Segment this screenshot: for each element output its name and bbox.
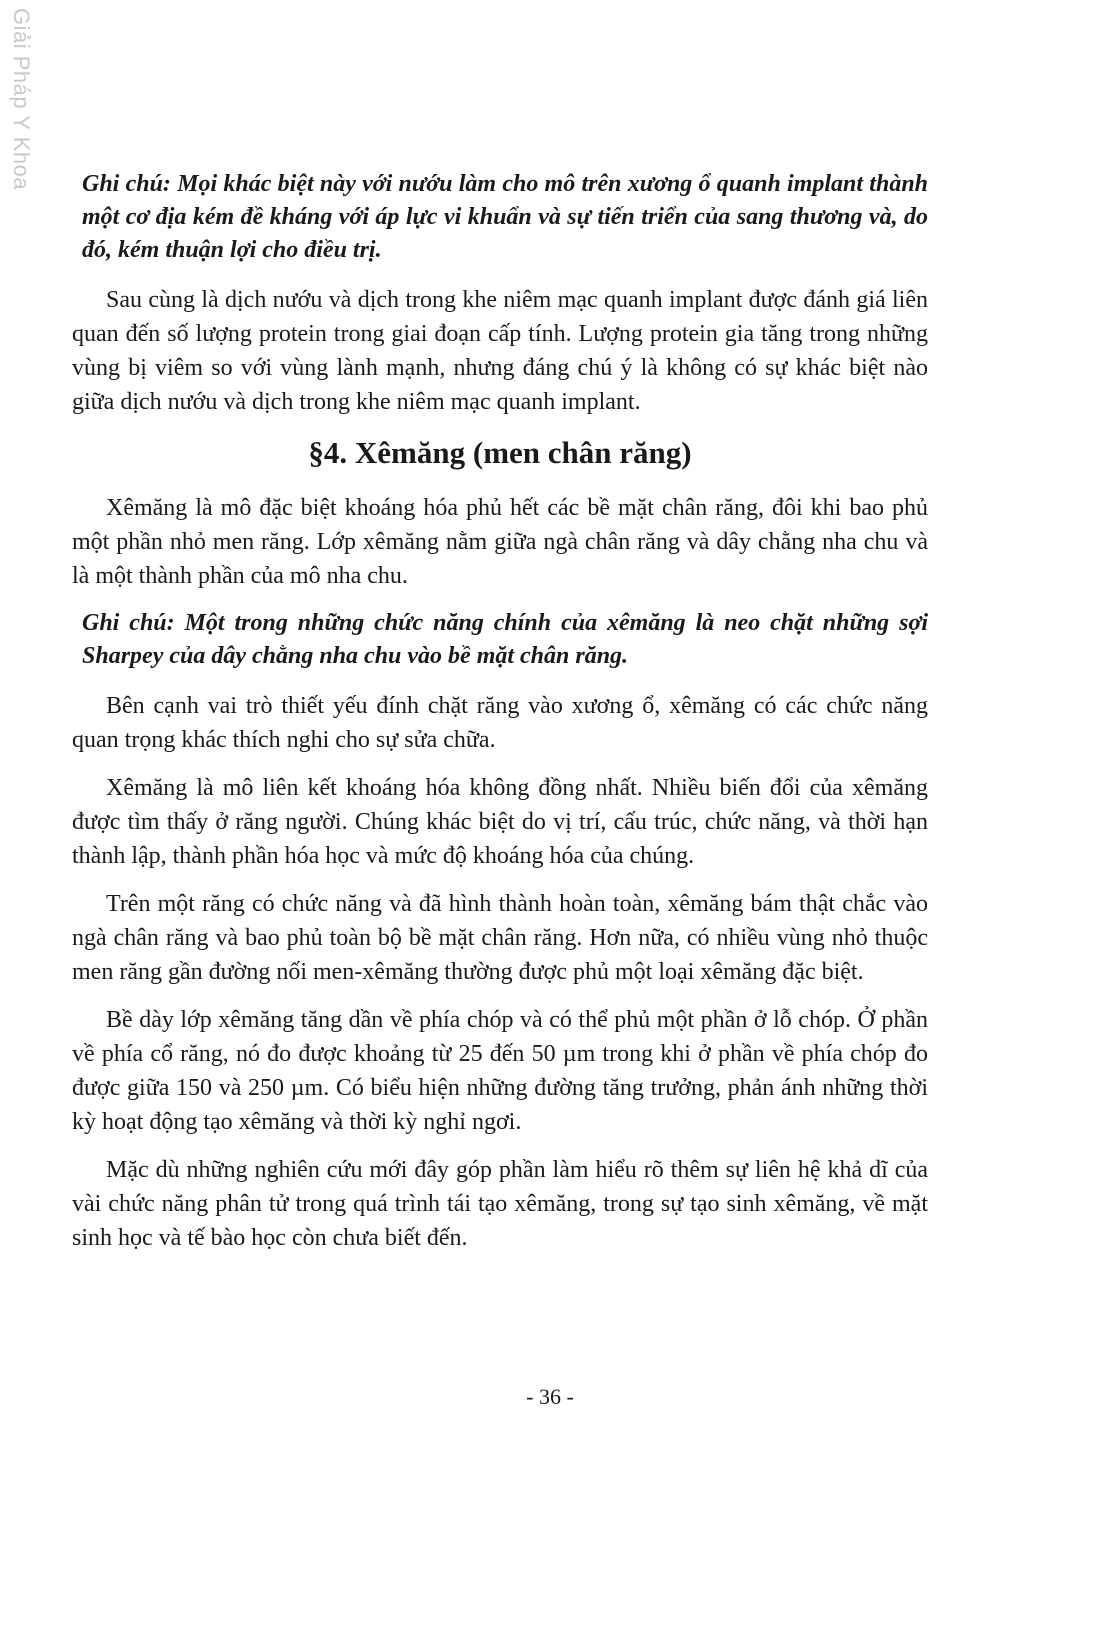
note-block — [72, 607, 928, 673]
note-text: Mọi khác biệt này với nướu làm cho mô trên xương ổ quanh implant thành một cơ địa kém đề kháng với áp lực vi khuẩn và sự tiến triển của sang thương và, do đó, kém thuận lợi cho điều trị. — [82, 171, 929, 263]
paragraph: Mặc dù những nghiên cứu mới đây góp phần làm hiểu rõ thêm sự liên hệ khả dĩ của vài chức năng phân tử trong quá trình tái tạo xêmăng, trong sự tạo sinh xêmăng, về mặt sinh học và tế bào học còn chưa biết đến. — [72, 1157, 928, 1251]
paragraph: Bề dày lớp xêmăng tăng dần về phía chóp và có thể phủ một phần ở lỗ chóp. Ở phần về phía cổ răng, nó đo được khoảng từ 25 đến 50 µm trong khi ở phần về phía chóp đo được giữa 150 và 250 µm. Có biểu hiện những đường tăng trưởng, phản ánh những thời kỳ hoạt động tạo xêmăng và thời kỳ nghỉ ngơi. — [72, 1007, 928, 1135]
paragraph: Xêmăng là mô liên kết khoáng hóa không đồng nhất. Nhiều biến đổi của xêmăng được tìm thấy ở răng người. Chúng khác biệt do vị trí, cấu trúc, chức năng, và thời hạn thành lập, thành phần hóa học và mức độ khoáng hóa của chúng. — [72, 775, 928, 869]
page-number: - 36 - — [526, 1384, 574, 1409]
paragraph: Sau cùng là dịch nướu và dịch trong khe niêm mạc quanh implant được đánh giá liên quan đến số lượng protein trong giai đoạn cấp tính. Lượng protein gia tăng trong những vùng bị viêm so với vùng lành mạnh, nhưng đáng chú ý là không có sự khác biệt nào giữa dịch nướu và dịch trong khe niêm mạc quanh implant. — [72, 287, 928, 415]
page-body — [72, 168, 928, 1269]
note-label: Ghi chú: — [82, 610, 175, 636]
section-heading: §4. Xêmăng (men chân răng) — [308, 435, 692, 470]
paragraph: Trên một răng có chức năng và đã hình thành hoàn toàn, xêmăng bám thật chắc vào ngà chân răng và bao phủ toàn bộ bề mặt chân răng. Hơn nữa, có nhiều vùng nhỏ thuộc men răng gần đường nối men-xêmăng thường được phủ một loại xêmăng đặc biệt. — [72, 891, 928, 985]
note-label: Ghi chú: — [82, 171, 171, 197]
watermark: Giải Pháp Y Khoa — [9, 8, 34, 191]
note-text: Một trong những chức năng chính của xêmăng là neo chặt những sợi Sharpey của dây chằng nha chu vào bề mặt chân răng. — [82, 610, 928, 669]
paragraph: Bên cạnh vai trò thiết yếu đính chặt răng vào xương ổ, xêmăng có các chức năng quan trọng khác thích nghi cho sự sửa chữa. — [72, 693, 928, 753]
note-block — [72, 168, 928, 267]
paragraph: Xêmăng là mô đặc biệt khoáng hóa phủ hết các bề mặt chân răng, đôi khi bao phủ một phần nhỏ men răng. Lớp xêmăng nằm giữa ngà chân răng và dây chằng nha chu và là một thành phần của mô nha chu. — [72, 495, 928, 589]
